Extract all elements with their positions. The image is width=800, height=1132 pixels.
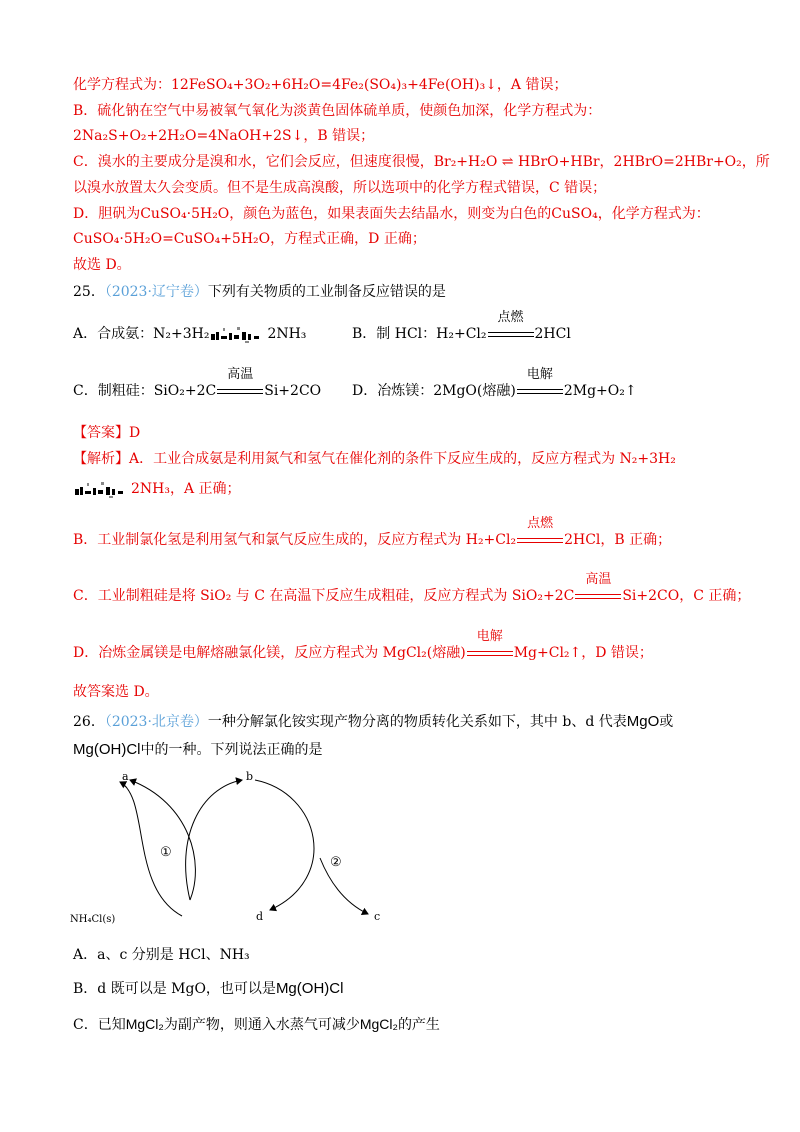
label-b: b <box>246 770 254 783</box>
question-number: 26． <box>73 714 105 730</box>
option-c-reactants: C．制粗硅：SiO₂+2C <box>73 383 217 399</box>
arc-to-d <box>255 780 314 910</box>
question-text: 下列有关物质的工业制备反应错误的是 <box>207 284 446 300</box>
q25-option-a <box>73 324 306 344</box>
formula-mgohcl: Mg(OH)Cl <box>275 980 344 997</box>
q25-option-c <box>73 367 322 401</box>
option-b-product: 2HCl <box>534 326 571 342</box>
reaction-condition: 高温 <box>575 586 621 606</box>
reaction-condition: 电解 <box>517 381 563 401</box>
q26-option-c: C．已知MgCl₂为副产物，则通入水蒸气可减少MgCl₂的产生 <box>73 1016 440 1033</box>
analysis-tag: 【解析】 <box>73 451 129 467</box>
formula-mgcl2: MgCl₂ <box>125 1016 164 1032</box>
analysis-line-1: 化学方程式为：12FeSO₄+3O₂+6H₂O=4Fe₂(SO₄)₃+4Fe(OH)₃↓，A 错误； <box>73 77 568 93</box>
question-26-stem-2: Mg(OH)Cl中的一种。下列说法正确的是 <box>73 741 323 758</box>
conversion-diagram <box>70 768 400 932</box>
question-25-stem <box>73 282 446 302</box>
arc-left-large <box>90 780 199 918</box>
formula-mgcl2: MgCl₂ <box>359 1016 398 1032</box>
analysis-line-7: CuSO₄·5H₂O=CuSO₄+5H₂O，方程式正确，D 正确； <box>73 231 426 247</box>
analysis-a-line-2: 2NH₃，A 正确； <box>73 479 241 499</box>
analysis-line-4: C．溴水的主要成分是溴和水，它们会反应，但速度很慢，Br₂+H₂O ⇌ HBrO+HBr，2HBrO=2HBr+O₂，所 <box>73 154 770 170</box>
answer-line: 【答案】D <box>73 425 141 441</box>
option-d-product: 2Mg+O₂↑ <box>563 383 637 399</box>
cycle-diagram <box>70 768 400 928</box>
garbled-condition-image <box>209 324 267 344</box>
arc-to-b <box>186 780 242 900</box>
question-source: （2023·北京卷） <box>104 714 208 730</box>
option-c-product: Si+2CO <box>264 383 322 399</box>
q25-option-b <box>352 310 571 344</box>
analysis-line-8: 故选 D。 <box>73 257 131 273</box>
analysis-line-6: D．胆矾为CuSO₄·5H₂O，颜色为蓝色，如果表面失去结晶水，则变为白色的CuSO₄，化学方程式为： <box>73 206 710 222</box>
reaction-condition: 电解 <box>467 643 513 663</box>
question-source: （2023·辽宁卷） <box>104 284 208 300</box>
option-d-reactants: D．冶炼镁：2MgO(熔融) <box>352 383 516 399</box>
analysis-conclusion: 故答案选 D。 <box>73 684 159 700</box>
option-a-reactants: A．合成氨：N₂+3H₂ <box>73 326 210 342</box>
label-nh4cl: NH₄Cl(s) <box>70 914 116 925</box>
q26-option-a: A．a、c 分别是 HCl、NH₃ <box>73 947 250 963</box>
analysis-b-line: B．工业制氯化氢是利用氢气和氯气反应生成的，反应方程式为 H₂+Cl₂ 点燃 2HCl，B 正确； <box>73 516 672 548</box>
arc-to-a <box>120 782 182 916</box>
option-a-product: 2NH₃ <box>267 326 307 342</box>
arc-to-c <box>320 858 368 914</box>
q26-option-b: B．d 既可以是 MgO，也可以是Mg(OH)Cl <box>73 980 344 997</box>
reaction-condition: 高温 <box>217 381 263 401</box>
reaction-condition: 点燃 <box>517 530 563 550</box>
analysis-line-2: B．硫化钠在空气中易被氧气氧化为淡黄色固体硫单质，使颜色加深，化学方程式为： <box>73 103 602 119</box>
question-number: 25． <box>73 284 105 300</box>
label-d: d <box>256 910 264 923</box>
label-c: c <box>374 910 381 923</box>
analysis-c-line: C．工业制粗硅是将 SiO₂ 与 C 在高温下反应生成粗硅，反应方程式为 SiO₂+2C 高温 Si+2CO，C 正确； <box>73 572 751 604</box>
question-26-stem-1: 26．（2023·北京卷）一种分解氯化铵实现产物分离的物质转化关系如下，其中 b、d 代表MgO或 <box>73 713 674 730</box>
step-1-label: ① <box>160 845 172 860</box>
analysis-a-line-1: 【解析】A．工业合成氨是利用氮气和氢气在催化剂的条件下反应生成的，反应方程式为 N₂+3H₂ <box>73 451 676 467</box>
analysis-d-line: D．冶炼金属镁是电解熔融氯化镁，反应方程式为 MgCl₂(熔融) 电解 Mg+Cl₂↑，D 错误； <box>73 629 653 661</box>
analysis-line-5: 以溴水放置太久会变质。但不是生成高溴酸，所以选项中的化学方程式错误，C 错误； <box>73 180 607 196</box>
step-2-label: ② <box>330 855 342 870</box>
formula-mgo: MgO <box>626 713 660 730</box>
answer-value: D <box>129 425 141 441</box>
analysis-line-3: 2Na₂S+O₂+2H₂O=4NaOH+2S↓，B 错误； <box>73 128 375 144</box>
option-b-reactants: B．制 HCl：H₂+Cl₂ <box>352 326 487 342</box>
q25-option-d <box>352 367 637 401</box>
reaction-condition: 点燃 <box>488 324 534 344</box>
garbled-condition-image <box>73 479 131 499</box>
label-a: a <box>122 770 129 783</box>
formula-mgohcl: Mg(OH)Cl <box>73 741 141 758</box>
arc-to-a-main <box>130 780 195 900</box>
